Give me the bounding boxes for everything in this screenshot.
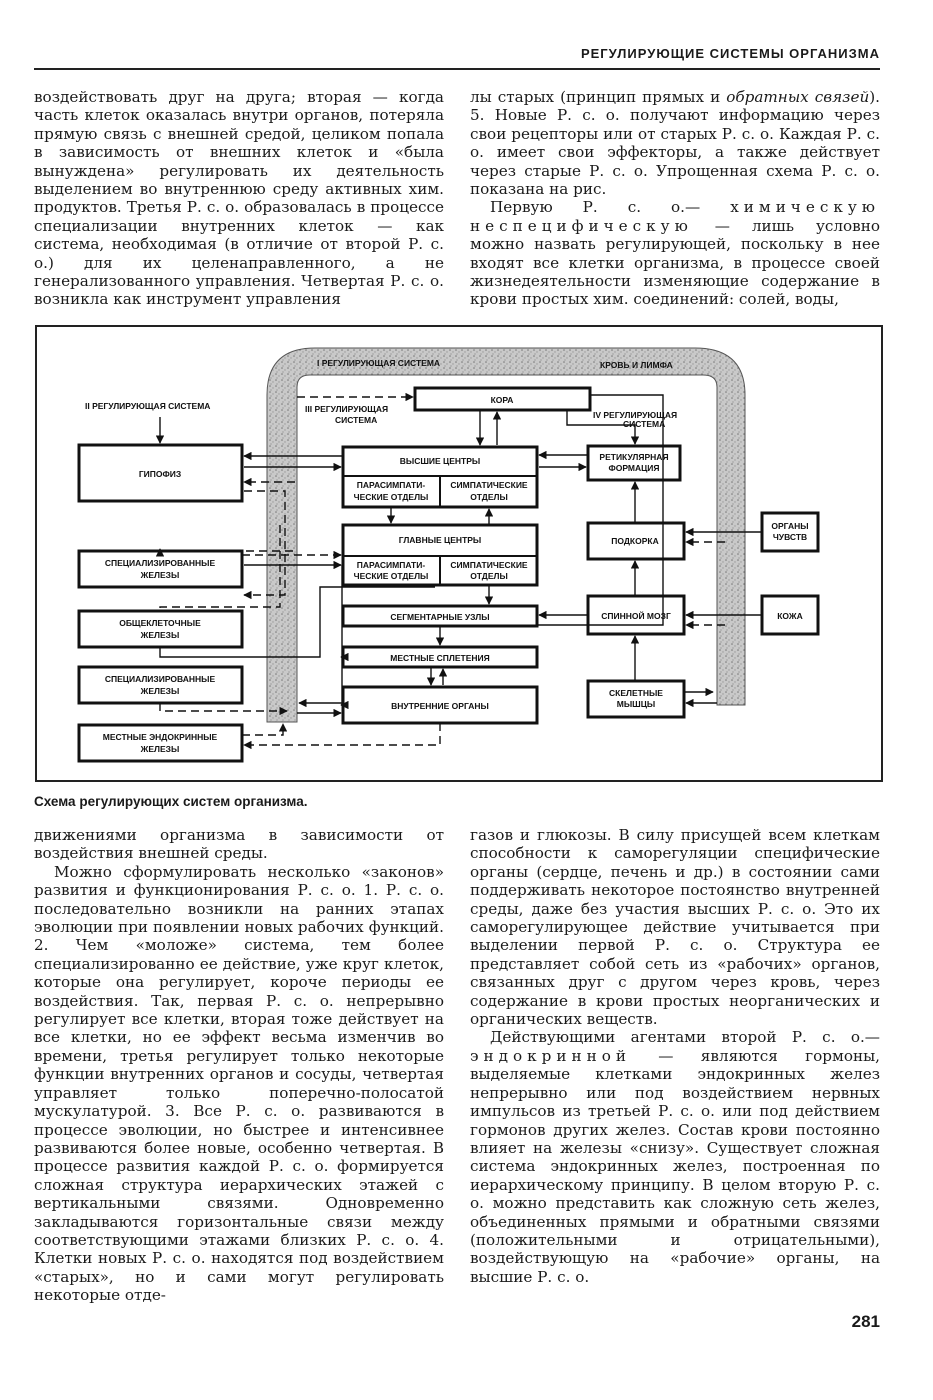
svg-text:ОТДЕЛЫ: ОТДЕЛЫ	[470, 571, 508, 581]
svg-text:СКЕЛЕТНЫЕ: СКЕЛЕТНЫЕ	[609, 688, 663, 698]
svg-text:ОРГАНЫ: ОРГАНЫ	[771, 521, 809, 531]
paragraph	[470, 1028, 880, 1286]
label-blood: КРОВЬ И ЛИМФА	[600, 360, 673, 370]
column-left-top	[34, 88, 444, 309]
paragraph: газов и глюкозы. В силу присущей всем клеткам способности к саморегуляции специфические органы (сердце, печень и др.) в состоянии сами поддерживать некоторое постоянство внутренней среды, даже без участия высших Р. с. о. Это их саморегулирующее действие учитывается при выделении первой Р. с. о. Структура ее представляет собой сеть из «рабочих» органов, связанных друг с другом через кровь, через содержание в крови простых неорганических и органических веществ.	[470, 826, 880, 1029]
svg-text:ОТДЕЛЫ: ОТДЕЛЫ	[470, 492, 508, 502]
svg-text:ПАРАСИМПАТИ-: ПАРАСИМПАТИ-	[356, 480, 426, 490]
svg-text:МЕСТНЫЕ СПЛЕТЕНИЯ: МЕСТНЫЕ СПЛЕТЕНИЯ	[390, 653, 490, 663]
svg-text:ПОДКОРКА: ПОДКОРКА	[611, 536, 659, 546]
text-run: — являются гормоны, выделяемые клетками эндокринных желез непрерывно или под воздействием нервных импульсов из третьей Р. с. о. или под действием гормонов других желез. Состав крови постоянно влияет на железы «снизу». Существует сложная система эндокринных желез, построенная по иерархическому принципу. В целом вторую Р. с. о. можно представить как сложную сеть желез, объединенных прямыми и обратными связями (положительными и отрицательными), воздействующую на «рабочие» органы, на высшие Р. с. о.	[470, 1046, 880, 1286]
text-run: лы старых (принцип прямых и	[470, 88, 727, 106]
svg-text:КОРА: КОРА	[490, 395, 514, 405]
svg-text:СИМПАТИЧЕСКИЕ: СИМПАТИЧЕСКИЕ	[450, 560, 528, 570]
label-sys4-l2: СИСТЕМА	[623, 419, 666, 429]
spaced-term: эндокринной	[470, 1046, 631, 1065]
svg-text:ВЫСШИЕ ЦЕНТРЫ: ВЫСШИЕ ЦЕНТРЫ	[399, 456, 481, 466]
svg-text:МЕСТНЫЕ ЭНДОКРИННЫЕ: МЕСТНЫЕ ЭНДОКРИННЫЕ	[102, 732, 218, 742]
svg-text:ГИПОФИЗ: ГИПОФИЗ	[138, 469, 182, 479]
box-mestnye-endokrinnye-zhelezy	[79, 725, 242, 761]
regulatory-systems-diagram	[35, 325, 885, 785]
svg-text:СПИННОЙ МОЗГ: СПИННОЙ МОЗГ	[601, 611, 671, 621]
svg-text:ЧЕСКИЕ ОТДЕЛЫ: ЧЕСКИЕ ОТДЕЛЫ	[353, 571, 429, 581]
svg-text:ГЛАВНЫЕ ЦЕНТРЫ: ГЛАВНЫЕ ЦЕНТРЫ	[398, 535, 482, 545]
svg-text:СЕГМЕНТАРНЫЕ УЗЛЫ: СЕГМЕНТАРНЫЕ УЗЛЫ	[390, 612, 490, 622]
column-right-top	[470, 88, 880, 309]
paragraph: воздействовать друг на друга; вторая — когда часть клеток оказалась внутри органов, потеряла прямую связь с внешней средой, целиком попала в зависимость от внешних клеток и «была вынуждена» регулировать их деятельность выделением во внутреннюю среду активных хим. продуктов. Третья Р. с. о. образовалась в процессе специализации внутренних клеток — как система, необходимая (в отличие от второй Р. с. о.) для их целенаправленного, а не генерализованного управления. Четвертая Р. с. о. возникла как инструмент управления	[34, 88, 444, 309]
svg-text:ФОРМАЦИЯ: ФОРМАЦИЯ	[608, 463, 660, 473]
paragraph: движениями организма в зависимости от воздействия внешней среды.	[34, 826, 444, 863]
label-sys4-l1: IV РЕГУЛИРУЮЩАЯ	[593, 410, 678, 420]
spaced-term: химическую неспецифическую	[470, 198, 880, 235]
column-right-bottom	[470, 826, 880, 1286]
svg-text:ЖЕЛЕЗЫ: ЖЕЛЕЗЫ	[140, 744, 180, 754]
svg-text:ЧЕСКИЕ ОТДЕЛЫ: ЧЕСКИЕ ОТДЕЛЫ	[353, 492, 429, 502]
box-spets-zhelezy	[79, 551, 242, 587]
paragraph: Можно сформулировать несколько «законов» развития и функционирования Р. с. о. 1. Р. с. о. последовательно возникли на ранних этапах эволюции при появлении новых рабочих функций. 2. Чем «моложе» система, тем более специализированно ее действие, уже круг клеток, которые она регулирует, короче периоды ее воздействия. Так, первая Р. с. о. непрерывно регулирует все клетки, вторая тоже действует на все клетки, но ее эффект весьма изменчив во времени, третья регулирует только некоторые функции внутренних органов и сосуды, четвертая управляет только поперечно-полосатой мускулатурой. 3. Все Р. с. о. развиваются в процессе эволюции, но быстрее и интенсивнее развиваются более новые, особенно четвертая. В процессе развития каждой Р. с. о. формируется сложная структура иерархических этажей с вертикальными связями. Одновременно закладываются горизонтальные связи между соответствующими этажами близких Р. с. о. 4. Клетки новых Р. с. о. находятся под воздействием «старых», но и сами могут регулировать некоторые отде-	[34, 862, 444, 1305]
svg-text:КОЖА: КОЖА	[777, 611, 803, 621]
box-obshchekletochnye-zhelezy	[79, 611, 242, 647]
label-sys1: I РЕГУЛИРУЮЩАЯ СИСТЕМА	[317, 358, 441, 368]
svg-text:СПЕЦИАЛИЗИРОВАННЫЕ: СПЕЦИАЛИЗИРОВАННЫЕ	[104, 674, 216, 684]
label-sys3-l2: СИСТЕМА	[335, 415, 378, 425]
svg-text:СПЕЦИАЛИЗИРОВАННЫЕ: СПЕЦИАЛИЗИРОВАННЫЕ	[104, 558, 216, 568]
svg-text:ПАРАСИМПАТИ-: ПАРАСИМПАТИ-	[356, 560, 426, 570]
text-run: Действующими агентами второй Р. с. о.—	[490, 1028, 880, 1047]
paragraph	[470, 88, 880, 198]
italic-term: обратных связей	[726, 88, 870, 106]
svg-text:ЖЕЛЕЗЫ: ЖЕЛЕЗЫ	[140, 570, 180, 580]
page-number: 281	[851, 1312, 880, 1331]
text-run: ). 5. Новые Р. с. о. получают информацию через свои рецепторы или от старых Р. с. о. Каждая Р. с. о. имеет свои эффекторы, а также действует через старые Р. с. о. Упрощенная схема Р. с. о. показана на рис.	[470, 88, 880, 199]
svg-text:МЫШЦЫ: МЫШЦЫ	[616, 699, 656, 709]
text-run: — лишь условно можно назвать регулирующей, поскольку в нее входят все клетки организма, в процессе своей жизнедеятельности изменяющие содержание в крови простых хим. соединений: солей, воды,	[470, 216, 880, 309]
label-sys3-l1: III РЕГУЛИРУЮЩАЯ	[305, 404, 389, 414]
column-left-bottom	[34, 826, 444, 1305]
box-spets-zhelezy-2	[79, 667, 242, 703]
svg-text:ВНУТРЕННИЕ ОРГАНЫ: ВНУТРЕННИЕ ОРГАНЫ	[391, 701, 489, 711]
text-run: Первую Р. с. о.—	[490, 198, 731, 217]
svg-text:ЧУВСТВ: ЧУВСТВ	[772, 532, 808, 542]
label-sys2: II РЕГУЛИРУЮЩАЯ СИСТЕМА	[85, 401, 211, 411]
svg-text:ОБЩЕКЛЕТОЧНЫЕ: ОБЩЕКЛЕТОЧНЫЕ	[119, 618, 201, 628]
paragraph	[470, 198, 880, 308]
running-head: РЕГУЛИРУЮЩИЕ СИСТЕМЫ ОРГАНИЗМА	[580, 46, 880, 61]
svg-text:ЖЕЛЕЗЫ: ЖЕЛЕЗЫ	[140, 686, 180, 696]
svg-text:СИМПАТИЧЕСКИЕ: СИМПАТИЧЕСКИЕ	[450, 480, 528, 490]
figure-caption: Схема регулирующих систем организма.	[34, 794, 308, 809]
svg-text:РЕТИКУЛЯРНАЯ: РЕТИКУЛЯРНАЯ	[599, 452, 669, 462]
header-rule	[34, 68, 880, 70]
svg-text:ЖЕЛЕЗЫ: ЖЕЛЕЗЫ	[140, 630, 180, 640]
